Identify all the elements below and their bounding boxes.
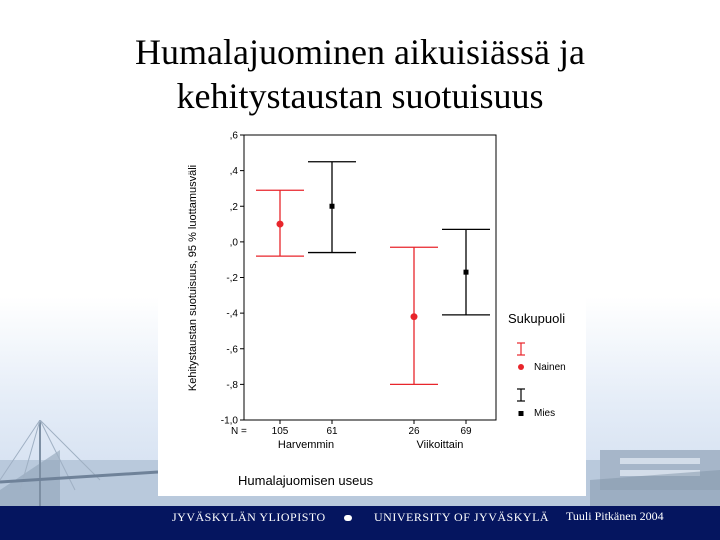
mean-marker	[464, 270, 469, 275]
y-tick-label: -,2	[226, 273, 238, 284]
footer-author: Tuuli Pitkänen 2004	[566, 509, 664, 523]
footer-bar	[0, 506, 720, 540]
y-tick-label: -,8	[226, 379, 238, 391]
y-tick-label: ,4	[229, 166, 238, 178]
legend-label-mies: Mies	[534, 408, 556, 419]
n-value-label: 69	[460, 426, 472, 437]
slide-title-line2: kehitystaustan suotuisuus	[176, 76, 544, 116]
x-axis-label: Humalajuomisen useus	[238, 473, 374, 488]
n-value-label: 105	[271, 426, 289, 437]
slide-title-line1: Humalajuominen aikuisiässä ja	[135, 32, 585, 72]
footer-university-fi: JYVÄSKYLÄN YLIOPISTO	[172, 510, 326, 524]
n-label: N =	[231, 426, 247, 437]
error-bar-chart	[158, 118, 586, 496]
x-category-label: Viikoittain	[416, 439, 464, 451]
slide-title	[0, 30, 720, 118]
legend-item-nainen	[517, 343, 566, 373]
y-tick-label: ,0	[229, 237, 238, 249]
y-tick-label: -1,0	[220, 415, 238, 427]
chart-panel	[158, 118, 586, 496]
legend-marker-mies	[519, 411, 524, 416]
y-tick-label: -,4	[226, 308, 238, 320]
footer-university-en: UNIVERSITY OF JYVÄSKYLÄ	[374, 510, 550, 524]
footer-separator-dot	[344, 515, 352, 521]
y-tick-label: ,6	[229, 130, 238, 142]
mean-marker	[411, 313, 418, 320]
y-axis-label: Kehitystaustan suotuisuus, 95 % luottamusväli	[187, 164, 199, 392]
legend	[508, 311, 566, 419]
mean-marker	[330, 204, 335, 209]
y-tick-label: ,2	[229, 201, 238, 213]
legend-label-nainen: Nainen	[534, 362, 566, 373]
y-tick-label: -,6	[226, 344, 238, 356]
mean-marker	[277, 221, 284, 228]
plot-area-frame	[244, 135, 496, 420]
n-value-label: 26	[408, 426, 420, 437]
legend-title: Sukupuoli	[508, 311, 566, 326]
n-value-label: 61	[326, 426, 338, 437]
legend-marker-nainen	[518, 364, 524, 370]
legend-item-mies	[517, 389, 555, 419]
x-category-label: Harvemmin	[277, 439, 335, 451]
